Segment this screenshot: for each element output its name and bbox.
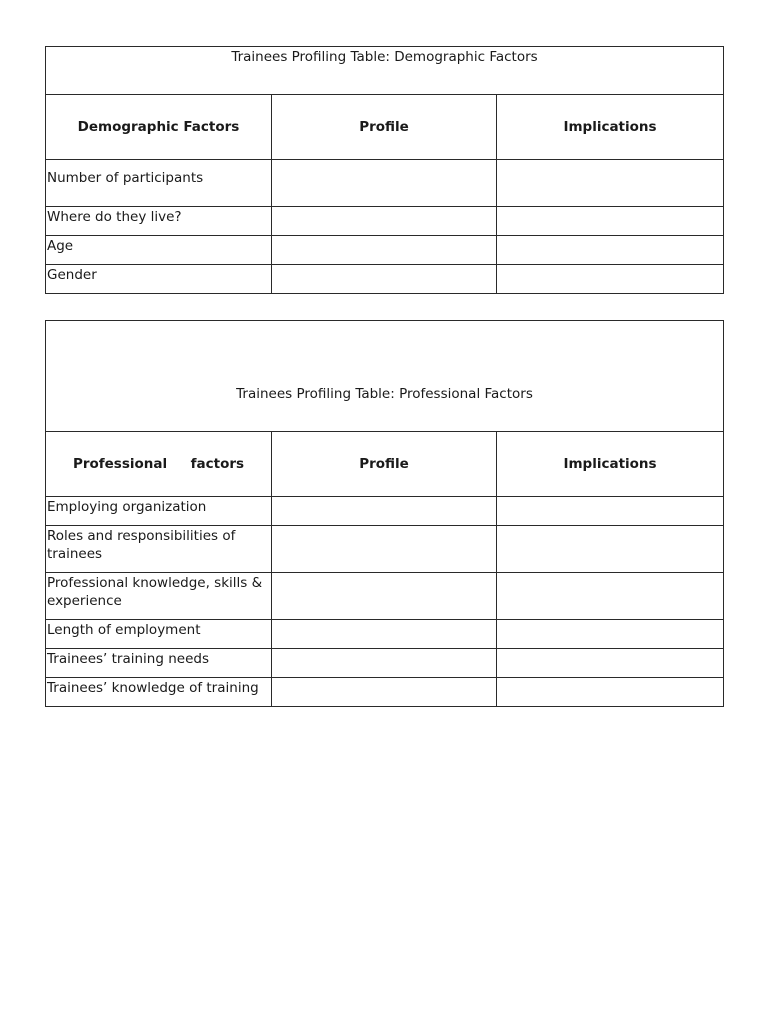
table-row [46,620,724,649]
table-row [46,236,724,265]
implications-cell[interactable] [497,160,724,207]
profile-cell[interactable] [272,207,497,236]
implications-cell[interactable] [497,236,724,265]
table-row [46,160,724,207]
table-header-row [46,432,724,497]
row-label: Trainees’ knowledge of training [46,678,272,707]
row-label: Gender [46,265,272,294]
row-label: Professional knowledge, skills & experience [46,573,272,620]
profile-cell[interactable] [272,573,497,620]
column-header-implications: Implications [497,95,724,160]
table-row [46,649,724,678]
table-header-row [46,95,724,160]
row-label: Roles and responsibilities of trainees [46,526,272,573]
profile-cell[interactable] [272,649,497,678]
profile-cell[interactable] [272,678,497,707]
table-row [46,265,724,294]
row-label: Number of participants [46,160,272,207]
column-header-factors: Demographic Factors [46,95,272,160]
implications-cell[interactable] [497,265,724,294]
column-header-profile: Profile [272,95,497,160]
implications-cell[interactable] [497,678,724,707]
implications-cell[interactable] [497,620,724,649]
demographic-factors-table [45,46,724,294]
row-label: Trainees’ training needs [46,649,272,678]
table-title-row [46,47,724,95]
table-row [46,678,724,707]
column-header-implications: Implications [497,432,724,497]
profile-cell[interactable] [272,526,497,573]
table-row [46,573,724,620]
profile-cell[interactable] [272,236,497,265]
professional-factors-table [45,320,724,707]
table-title: Trainees Profiling Table: Demographic Factors [46,47,724,95]
column-header-profile: Profile [272,432,497,497]
table-title-row [46,321,724,432]
implications-cell[interactable] [497,526,724,573]
row-label: Where do they live? [46,207,272,236]
implications-cell[interactable] [497,497,724,526]
table-title: Trainees Profiling Table: Professional Factors [46,321,724,432]
table-row [46,526,724,573]
table-row [46,207,724,236]
row-label: Employing organization [46,497,272,526]
implications-cell[interactable] [497,573,724,620]
profile-cell[interactable] [272,160,497,207]
row-label: Age [46,236,272,265]
implications-cell[interactable] [497,649,724,678]
profile-cell[interactable] [272,620,497,649]
table-row [46,497,724,526]
profile-cell[interactable] [272,265,497,294]
column-header-factors: Professional factors [46,432,272,497]
profile-cell[interactable] [272,497,497,526]
implications-cell[interactable] [497,207,724,236]
row-label: Length of employment [46,620,272,649]
